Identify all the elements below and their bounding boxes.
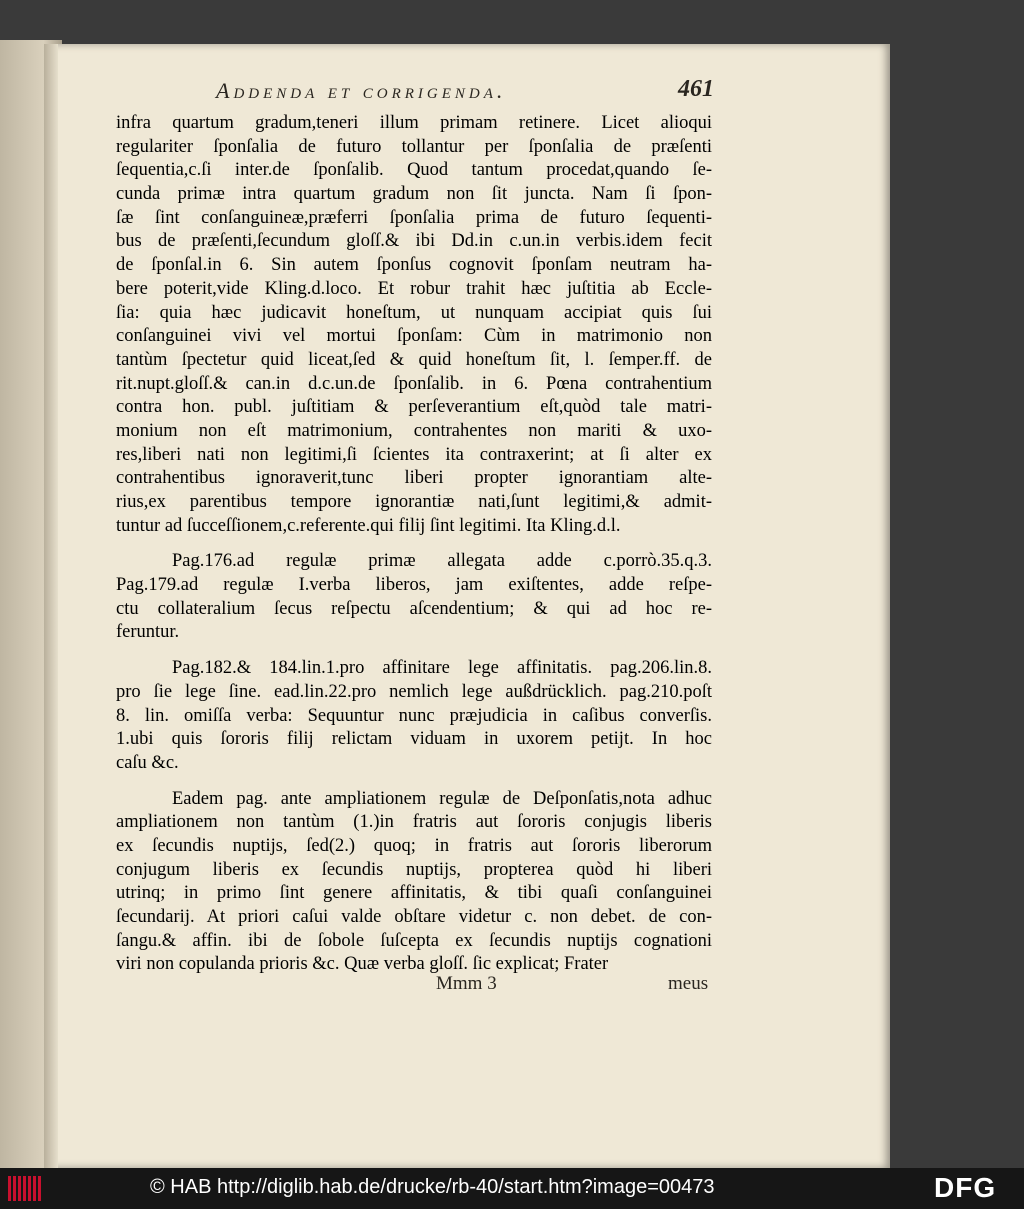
- text-line: Eadem pag. ante ampliationem regulæ de Deſponſatis,nota adhuc: [172, 788, 712, 809]
- page-gutter-shadow: [44, 44, 58, 1168]
- signature-mark: Mmm 3: [436, 973, 497, 994]
- text-line: ampliationem non tantùm (1.)in fratris aut ſororis conjugis liberis: [116, 812, 712, 833]
- paragraph-gap: [116, 776, 712, 788]
- text-line: ſangu.& affin. ibi de ſobole ſuſcepta ex ſecundis nuptijs cognationi: [116, 930, 712, 951]
- running-head: Addenda et corrigenda.: [216, 78, 507, 103]
- paragraph-pag-182: [116, 657, 712, 775]
- text-line: bus de præſenti,ſecundum gloſſ.& ibi Dd.in c.un.in verbis.idem fecit: [116, 231, 712, 252]
- text-line: ctu collateralium ſecus reſpectu aſcendentium; & qui ad hoc re-: [116, 598, 712, 619]
- text-line: tuntur ad ſucceſſionem,c.referente.qui filij ſint legitimi. Ita Kling.d.l.: [116, 515, 621, 536]
- paragraph-eadem-pag: [116, 788, 712, 978]
- text-line: conjugum liberis ex ſecundis nuptijs, propterea quòd hi liberi: [116, 859, 712, 880]
- paragraph-pag-176: [116, 550, 712, 645]
- text-line: rit.nupt.gloſſ.& can.in d.c.un.de ſponſalib. in 6. Pœna contrahentium: [116, 373, 712, 394]
- paragraph-gap: [116, 645, 712, 657]
- text-line: utrinq; in primo ſint genere affinitatis, & tibi quaſi conſanguinei: [116, 883, 712, 904]
- text-line: ſecundarij. At priori caſui valde obſtare videtur c. non debet. de con-: [116, 907, 712, 927]
- text-line: rius,ex parentibus tempore ignorantiæ nati,ſunt legitimi,& admit-: [116, 492, 712, 512]
- text-line: contra hon. publ. juſtitiam & perſeverantium eſt,quòd tale matri-: [116, 397, 712, 418]
- text-line: ſequentia,c.ſi inter.de ſponſalib. Quod tantum procedat,quando ſe-: [116, 160, 712, 181]
- text-line: contrahentibus ignoraverit,tunc liberi propter ignorantiam alte-: [116, 468, 712, 489]
- copyright-link[interactable]: © HAB http://diglib.hab.de/drucke/rb-40/start.htm?image=00473: [150, 1176, 715, 1198]
- text-line: conſanguinei vivi vel mortui ſponſam: Cùm in matrimonio non: [116, 326, 712, 347]
- paragraph-gap: [116, 538, 712, 550]
- text-line: regulariter ſponſalia de futuro tollantur per ſponſalia de præſenti: [116, 136, 712, 157]
- text-line: ſia: quia hæc judicavit honeſtum, ut nunquam accipiat quis ſui: [116, 302, 712, 323]
- text-line: Pag.182.& 184.lin.1.pro affinitare lege affinitatis. pag.206.lin.8.: [172, 658, 712, 679]
- text-line: res,liberi nati non legitimi,ſi ſcientes ita contraxerint; at ſi alter ex: [116, 444, 712, 465]
- text-line: ex ſecundis nuptijs, ſed(2.) quoq; in fratris aut ſororis liberorum: [116, 835, 712, 856]
- text-line: ſæ ſint conſanguineæ,præferri ſponſalia prima de futuro ſequenti-: [116, 207, 712, 228]
- text-line: pro ſie lege ſine. ead.lin.22.pro nemlich lege außdrücklich. pag.210.poſt: [116, 681, 712, 702]
- text-line: cunda primæ intra quartum gradum non ſit juncta. Nam ſi ſpon-: [116, 184, 712, 205]
- text-line: bere poterit,vide Kling.d.loco. Et robur trahit hæc juſtitia ab Eccle-: [116, 278, 712, 299]
- text-line: 1.ubi quis ſororis filij relictam viduam in uxorem petijt. In hoc: [116, 729, 712, 750]
- page-number: 461: [678, 76, 714, 102]
- page-body: [116, 112, 712, 977]
- text-line: Pag.176.ad regulæ primæ allegata adde c.porrò.35.q.3.: [172, 551, 712, 572]
- catchword: meus: [668, 973, 709, 994]
- text-line: 8. lin. omiſſa verba: Sequuntur nunc præjudicia in caſibus converſis.: [116, 705, 712, 726]
- viewer-footer: [0, 1168, 1024, 1209]
- text-line: tantùm ſpectetur quid liceat,ſed & quid honeſtum ſit, l. ſemper.ff. de: [116, 349, 712, 370]
- hab-logo-icon: [8, 1176, 42, 1201]
- paragraph-main: [116, 112, 712, 538]
- text-line: viri non copulanda prioris &c. Quæ verba gloſſ. ſic explicat; Frater: [116, 954, 609, 975]
- text-line: caſu &c.: [116, 752, 179, 773]
- text-line: de ſponſal.in 6. Sin autem ſponſus cognovit ſponſam neutram ha-: [116, 255, 712, 276]
- text-line: monium non eſt matrimonium, contrahentes non mariti & uxo-: [116, 420, 712, 441]
- dfg-logo: DFG: [934, 1172, 997, 1203]
- text-line: feruntur.: [116, 622, 180, 643]
- text-line: infra quartum gradum,teneri illum primam retinere. Licet alioqui: [116, 113, 712, 133]
- text-line: Pag.179.ad regulæ I.verba liberos, jam exiſtentes, adde reſpe-: [116, 575, 712, 596]
